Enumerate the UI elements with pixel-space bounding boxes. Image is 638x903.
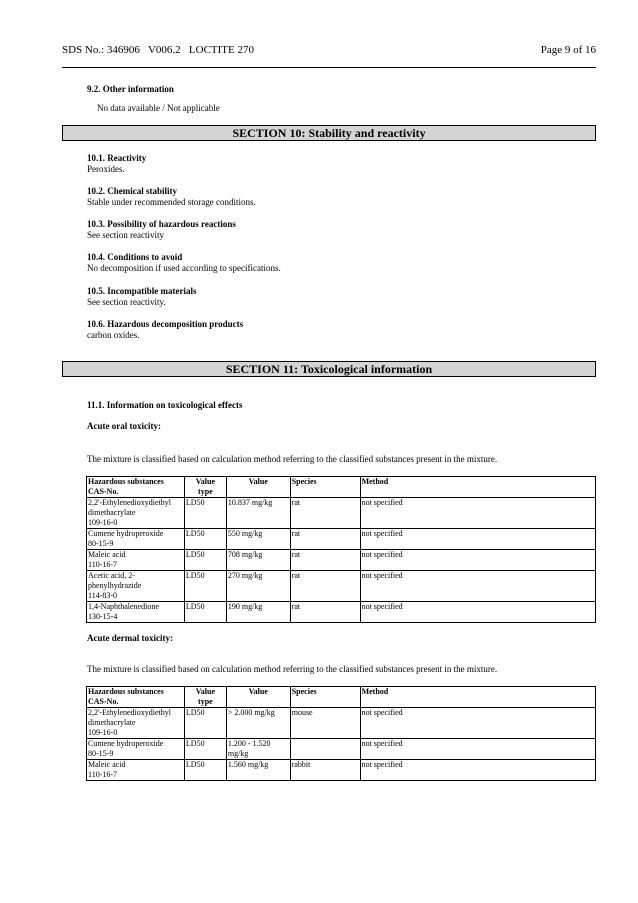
col-value-type: Value type [184,687,226,708]
s10-item-conditions-avoid [87,252,587,274]
cell-value: > 2.000 mg/kg [226,708,290,739]
cell-substance: 2,2'-Ethylenedioxydiethyl dimethacrylate 109-16-0 [87,708,185,739]
cell-value-type: LD50 [184,760,226,781]
table-row [87,550,596,571]
cell-substance: Acetic acid, 2- phenylhydrazide 114-83-0 [87,571,185,602]
s10-3-heading: 10.3. Possibility of hazardous reactions [87,219,236,229]
cell-value: 270 mg/kg [226,571,290,602]
table-row [87,760,596,781]
col-method: Method [360,477,595,498]
s10-2-text: Stable under recommended storage conditions. [87,197,256,207]
s10-5-heading: 10.5. Incompatible materials [87,286,197,296]
page-number: Page 9 of 16 [540,44,596,56]
col-method: Method [360,687,595,708]
col-species: Species [290,477,360,498]
acute-oral-intro: The mixture is classified based on calculation method referring to the classified substances present in the mixture. [87,454,498,464]
s10-4-heading: 10.4. Conditions to avoid [87,252,183,262]
cell-value: 1.200 - 1.520 mg/kg [226,739,290,760]
cell-substance: Cumene hydroperoxide 80-15-9 [87,529,185,550]
cell-value-type: LD50 [184,708,226,739]
col-substance: Hazardous substances CAS-No. [87,477,185,498]
s10-3-text: See section reactivity [87,230,164,240]
cell-value-type: LD50 [184,602,226,623]
s10-item-incompatible [87,286,587,308]
table-row [87,708,596,739]
sds-identifier: SDS No.: 346906 V006.2 LOCTITE 270 [62,44,254,56]
cell-method: not specified [360,571,595,602]
cell-value: 550 mg/kg [226,529,290,550]
cell-substance: Maleic acid 110-16-7 [87,550,185,571]
table-row [87,529,596,550]
cell-method: not specified [360,602,595,623]
page-header [62,44,596,62]
cell-method: not specified [360,760,595,781]
cell-method: not specified [360,708,595,739]
cell-species: mouse [290,708,360,739]
s92-heading: 9.2. Other information [87,84,174,94]
cell-value: 1.560 mg/kg [226,760,290,781]
s92-text: No data available / Not applicable [97,103,220,113]
col-value: Value [226,687,290,708]
table-header-row [87,477,596,498]
cell-method: not specified [360,498,595,529]
s10-5-text: See section reactivity. [87,297,166,307]
cell-substance: Maleic acid 110-16-7 [87,760,185,781]
cell-value: 708 mg/kg [226,550,290,571]
s10-2-heading: 10.2. Chemical stability [87,186,177,196]
acute-oral-heading: Acute oral toxicity: [87,421,161,431]
section-10-title: SECTION 10: Stability and reactivity [62,125,596,141]
cell-substance: 2,2'-Ethylenedioxydiethyl dimethacrylate 109-16-0 [87,498,185,529]
cell-species: rat [290,602,360,623]
cell-value-type: LD50 [184,571,226,602]
acute-dermal-heading: Acute dermal toxicity: [87,633,173,643]
s10-1-heading: 10.1. Reactivity [87,153,147,163]
s10-item-reactivity [87,153,587,175]
cell-substance: Cumene hydroperoxide 80-15-9 [87,739,185,760]
col-species: Species [290,687,360,708]
cell-value: 190 mg/kg [226,602,290,623]
cell-substance: 1,4-Naphthalenedione 130-15-4 [87,602,185,623]
cell-value: 10.837 mg/kg [226,498,290,529]
s10-1-text: Peroxides. [87,164,125,174]
cell-method: not specified [360,529,595,550]
col-value-type: Value type [184,477,226,498]
acute-dermal-intro: The mixture is classified based on calculation method referring to the classified substances present in the mixture. [87,664,498,674]
s10-6-text: carbon oxides. [87,330,140,340]
cell-value-type: LD50 [184,739,226,760]
cell-species [290,739,360,760]
cell-method: not specified [360,739,595,760]
cell-species: rat [290,550,360,571]
table-row [87,571,596,602]
cell-species: rat [290,529,360,550]
col-value: Value [226,477,290,498]
cell-method: not specified [360,550,595,571]
s10-item-hazardous-reactions [87,219,587,241]
s10-item-decomposition [87,319,587,341]
table-row [87,498,596,529]
s10-4-text: No decomposition if used according to specifications. [87,263,281,273]
table-row [87,739,596,760]
s10-6-heading: 10.6. Hazardous decomposition products [87,319,244,329]
cell-species: rabbit [290,760,360,781]
cell-species: rat [290,498,360,529]
cell-value-type: LD50 [184,529,226,550]
header-divider [62,67,596,68]
cell-species: rat [290,571,360,602]
s11-1-heading: 11.1. Information on toxicological effects [87,400,243,410]
cell-value-type: LD50 [184,498,226,529]
acute-dermal-table [86,686,596,781]
section-11-title: SECTION 11: Toxicological information [62,361,596,377]
col-substance: Hazardous substances CAS-No. [87,687,185,708]
cell-value-type: LD50 [184,550,226,571]
s10-item-chemical-stability [87,186,587,208]
table-header-row [87,687,596,708]
table-row [87,602,596,623]
acute-oral-table [86,476,596,623]
